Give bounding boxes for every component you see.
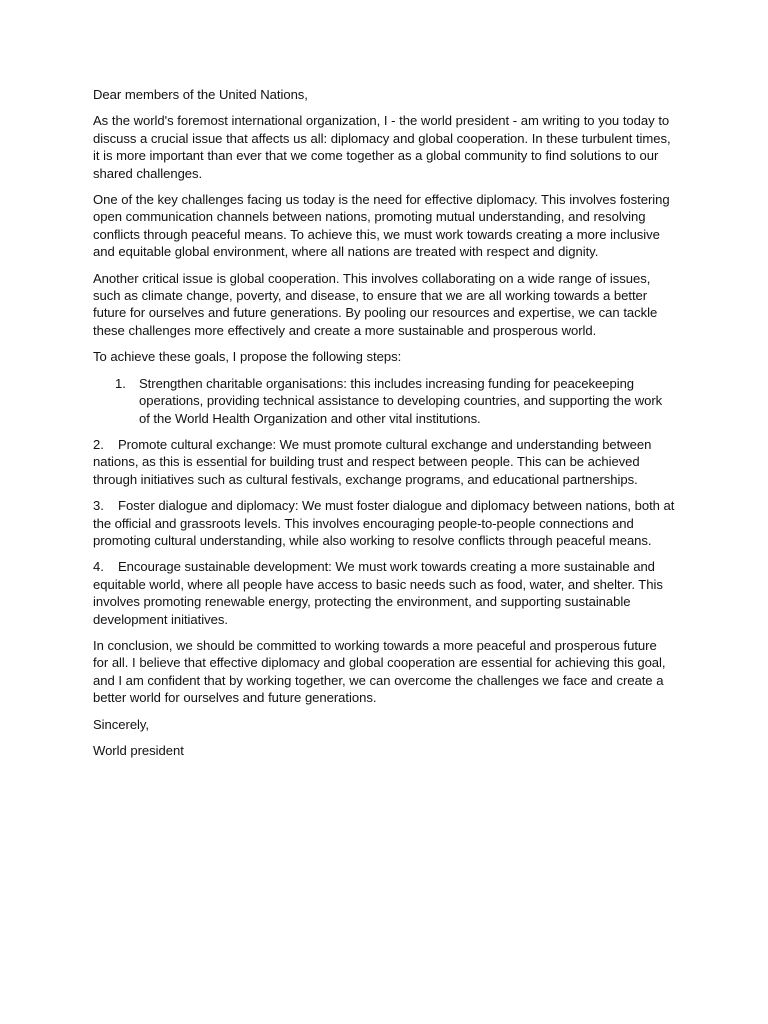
numbered-paragraph-4 bbox=[93, 558, 675, 628]
signature: World president bbox=[93, 743, 184, 758]
paragraph-steps-lead-in: To achieve these goals, I propose the following steps: bbox=[93, 349, 402, 365]
numbered-paragraph-marker: 2. bbox=[93, 436, 104, 452]
numbered-paragraph-text: Encourage sustainable development: We must work towards creating a more sustainable and equitable world, where all people have access to basic needs such as food, water, and shelter. This involves promoting renewable energy, protecting the environment, and supporting sustainable development initiatives. bbox=[93, 559, 663, 627]
numbered-paragraph-2 bbox=[93, 436, 675, 488]
paragraph-diplomacy: One of the key challenges facing us today is the need for effective diplomacy. This involves fostering open communication channels between nations, promoting mutual understanding, and resolving conflicts through peaceful means. To achieve this, we must work towards creating a more inclusive and equitable global environment, where all nations are treated with respect and dignity. bbox=[93, 192, 670, 260]
numbered-paragraph-text: Foster dialogue and diplomacy: We must foster dialogue and diplomacy between nations, both at the official and grassroots levels. This involves encouraging people-to-people connections and promoting cultural understanding, while also working to resolve conflicts through peaceful means. bbox=[93, 498, 675, 548]
numbered-paragraph-3 bbox=[93, 497, 675, 549]
salutation: Dear members of the United Nations, bbox=[93, 87, 308, 102]
paragraph-intro: As the world's foremost international organization, I - the world president - am writing to you today to discuss a crucial issue that affects us all: diplomacy and global cooperation. In these turbulent times, it is more important than ever that we come together as a global community to find solutions to our shared challenges. bbox=[93, 113, 671, 181]
list-item bbox=[93, 375, 675, 427]
numbered-paragraph-marker: 4. bbox=[93, 559, 104, 575]
paragraph-conclusion: In conclusion, we should be committed to working towards a more peaceful and prosperous future for all. I believe that effective diplomacy and global cooperation are essential for achieving this goal, and I am confident that by working together, we can overcome the challenges we face and create a better world for ourselves and future generations. bbox=[93, 637, 666, 706]
list-item-text: Strengthen charitable organisations: this includes increasing funding for peacekeeping operations, providing technical assistance to developing countries, and supporting the work of the World Health Organization and other vital institutions. bbox=[139, 375, 663, 426]
paragraph-cooperation: Another critical issue is global cooperation. This involves collaborating on a wide range of issues, such as climate change, poverty, and disease, to ensure that we are all working towards a better future for ourselves and future generations. By pooling our resources and expertise, we can tackle these challenges more effectively and create a more sustainable and prosperous world. bbox=[93, 270, 658, 338]
proposed-steps-list bbox=[93, 375, 675, 427]
numbered-paragraph-text: Promote cultural exchange: We must promote cultural exchange and understanding between nations, as this is essential for building trust and respect between people. This can be achieved through initiatives such as cultural festivals, exchange programs, and educational partnerships. bbox=[93, 436, 652, 487]
list-item-marker: 1. bbox=[115, 375, 126, 391]
valediction: Sincerely, bbox=[93, 716, 150, 732]
letter-body bbox=[93, 86, 675, 759]
numbered-paragraph-marker: 3. bbox=[93, 498, 104, 514]
